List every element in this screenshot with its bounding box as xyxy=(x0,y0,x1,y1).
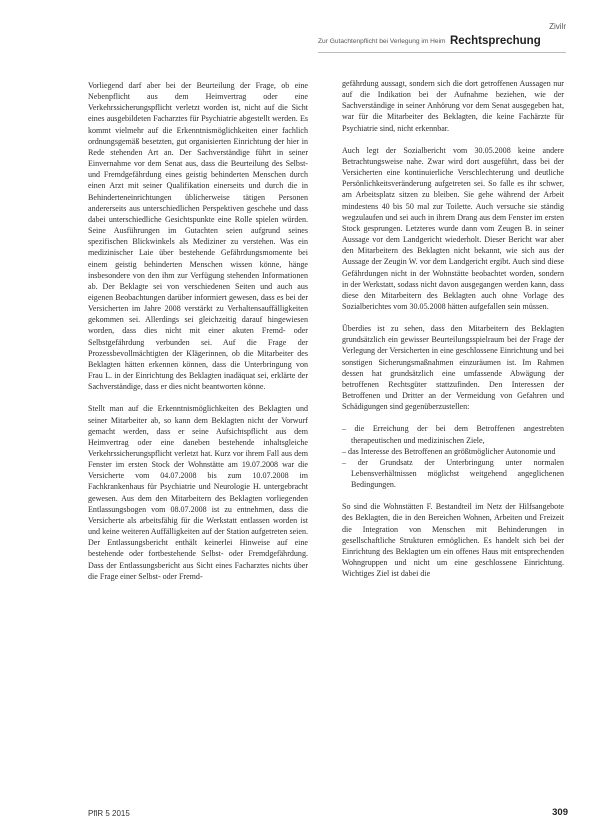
paragraph: gefährdung aussagt, sondern sich die dort getroffenen Aussagen nur auf die Indikation bei der Aufnahme beziehen, wie der Sachverständige in seiner Anhörung vor dem Senat ausgegeben hat, war für die Mitarbeiter des Beklagten, die keine Fachärzte für Psychiatrie sind, nicht erkennbar. xyxy=(342,79,564,133)
bullet-list xyxy=(342,423,564,490)
page-number: 309 xyxy=(552,807,568,818)
list-item: – die Erreichung der bei dem Betroffenen angestrebten therapeutischen und medizinischen Ziele, xyxy=(342,424,564,445)
right-column xyxy=(342,78,564,590)
paragraph: Vorliegend darf aber bei der Beurteilung der Frage, ob eine Nebenpflicht aus dem Heimvertrag oder eine Verkehrssicherungspflicht verletzt worden ist, nicht auf die Sicht eines ausgebildeten Facharztes für Psychiatrie abgestellt werden. Es kommt vielmehr auf die Erkenntnismöglichkeiten einer fachlich ordnungsgemäß besetzten, gut organisierten Einrichtung der hier in Rede stehenden Art an. Der Sachverständige führt in seiner Einvernahme vor dem Senat aus, dass die Beurteilung des Selbst- und Fremdgefährdung eines geistig behinderten Menschen durch einen Arzt mit seiner Qualifikation einerseits und durch die in Behinderteneinrichtungen üblicherweise tätigen Personen andererseits aus unterschiedlichen Perspektiven geschehe und dass dabei unterschiedliche Gesichtspunkte eine Rolle spielen würden. Seine Ausführungen im Gutachten seien aufgrund seines spezifischen Blickwinkels als Mediziner zu verstehen. Was ein medizinischer Laie über bestehende Gefährdungsmomente bei einem geistig behinderten Menschen wissen könne, hänge insbesondere von den ihm zur Verfügung stehenden Informationen ab. Der Beklagte sei von verschiedenen Seiten und auch aus eigenen Beobachtungen darüber informiert gewesen, dass es bei der Versicherten im Jahre 2008 verstärkt zu Verhaltensauffälligkeiten gekommen sei. Allerdings sei gleichzeitig darauf hingewiesen worden, dass dies nicht mit einer akuten Fremd- oder Selbstgefährdung verbunden sei. Auf die Frage der Prozessbevollmächtigten der Klägerinnen, ob die Mitarbeiter des Beklagten hätten erkennen können, dass die Unterbringung von Frau L. in der Einrichtung des Beklagten inadäquat sei, erklärte der Sachverständige, dass er dies nicht beantworten könne. xyxy=(88,81,308,392)
left-column xyxy=(88,80,308,593)
paragraph: So sind die Wohnstätten F. Bestandteil im Netz der Hilfsangebote des Beklagten, die in den Bereichen Wohnen, Arbeiten und Freizeit die Integration von Menschen mit Behinderungen in gesellschaftliche Strukturen ermöglichen. Es handelt sich bei der Einrichtung des Beklagten um ein offenes Haus mit entsprechenden Wohngruppen und nicht um eine geschlossene Einrichtung. Wichtiges Ziel ist dabei die xyxy=(342,502,564,579)
running-head-title: Rechtsprechung xyxy=(450,35,541,47)
paragraph: Überdies ist zu sehen, dass den Mitarbeitern des Beklagten grundsätzlich ein gewisser Beurteilungsspielraum bei der Frage der Verlegung der Versicherten in eine geschlossene Einrichtung und bei sonstigen Sicherungsmaßnahmen einzuräumen ist. Im Rahmen dessen hat grundsätzlich eine umfassende Abwägung der betroffenen Rechtsgüter stattzufinden. Den Interessen der Betroffenen und Dritter an der Vermeidung von Gefahren und Schädigungen sind gegenüberzustellen: xyxy=(342,324,564,412)
running-head-subtitle: Zur Gutachtenpflicht bei Verlegung im Heim xyxy=(318,38,446,45)
paragraph: Auch legt der Sozialbericht vom 30.05.2008 keine andere Betrachtungsweise nahe. Zwar wird dort ausgeführt, dass bei der Versicherten eine kontinuierliche Verschlechterung und deutliche Persönlichkeitsveränderung aufgetreten sei. So falle es ihr schwer, am Arbeitsplatz sitzen zu bleiben. Sie gehe während der Arbeit mindestens 40 bis 50 mal zur Toilette. Auch versuche sie ständig wegzulaufen und sei auch in ihrem Drang aus dem Fenster im ersten Stock gesprungen. Letzteres wurde dann vom Zeugen B. in seiner Aussage vor dem Landgericht wiederholt. Dieser Bericht war aber den Mitarbeitern des Beklagten nicht bekannt, wie sich aus der Aussage der Zeugin W. vor dem Landgericht ergibt. Auch sind diese Gefährdungen nicht in der Wohnstätte beobachtet worden, sondern in der Werkstatt, sodass nicht davon ausgegangen werden kann, dass diese den Mitarbeitern des Beklagten auch ohne Vorlage des Sozialberichtes vom 30.05.2008 hätten aufgefallen sein müssen. xyxy=(342,145,564,311)
list-item: – das Interesse des Betroffenen an größtmöglicher Autonomie und xyxy=(342,446,556,456)
list-item: – der Grundsatz der Unterbringung unter normalen Lebensverhältnissen möglichst weitgehend angeglichenen Bedingungen. xyxy=(342,457,564,490)
journal-footer: PflR 5 2015 xyxy=(88,809,130,818)
section-tag: Zivilr xyxy=(549,22,566,31)
paragraph: Stellt man auf die Erkenntnismöglichkeiten des Beklagten und seiner Mitarbeiter ab, so kann dem Beklagten nicht der Vorwurf gemacht werden, dass er seine Aufsichtspflicht aus dem Heimvertrag oder eine daneben bestehende inhaltsgleiche Verkehrssicherungspflicht verletzt hat. Kurz vor ihrem Fall aus dem Fenster im ersten Stock der Wohnstätte am 19.07.2008 war die Versicherte vom 04.07.2008 bis zum 10.07.2008 im Fachkrankenhaus für Psychiatrie und Neurologie H. untergebracht gewesen. Aus dem den Mitarbeitern des Beklagten vorliegenden Entlassungsbogen vom 08.07.2008 ist zu entnehmen, dass die Versicherte als arbeitsfähig für die Werkstatt entlassen worden ist und keine weiteren Auffälligkeiten auf der Station aufgetreten seien. Der Entlassungsbericht enthält keinerlei Hinweise auf eine bestehende oder fortbestehende Selbst- oder Fremdgefährdung. Dass der Entlassungsbericht aus Sicht eines Facharztes nichts über die Frage einer Selbst- oder Fremd- xyxy=(88,404,308,581)
